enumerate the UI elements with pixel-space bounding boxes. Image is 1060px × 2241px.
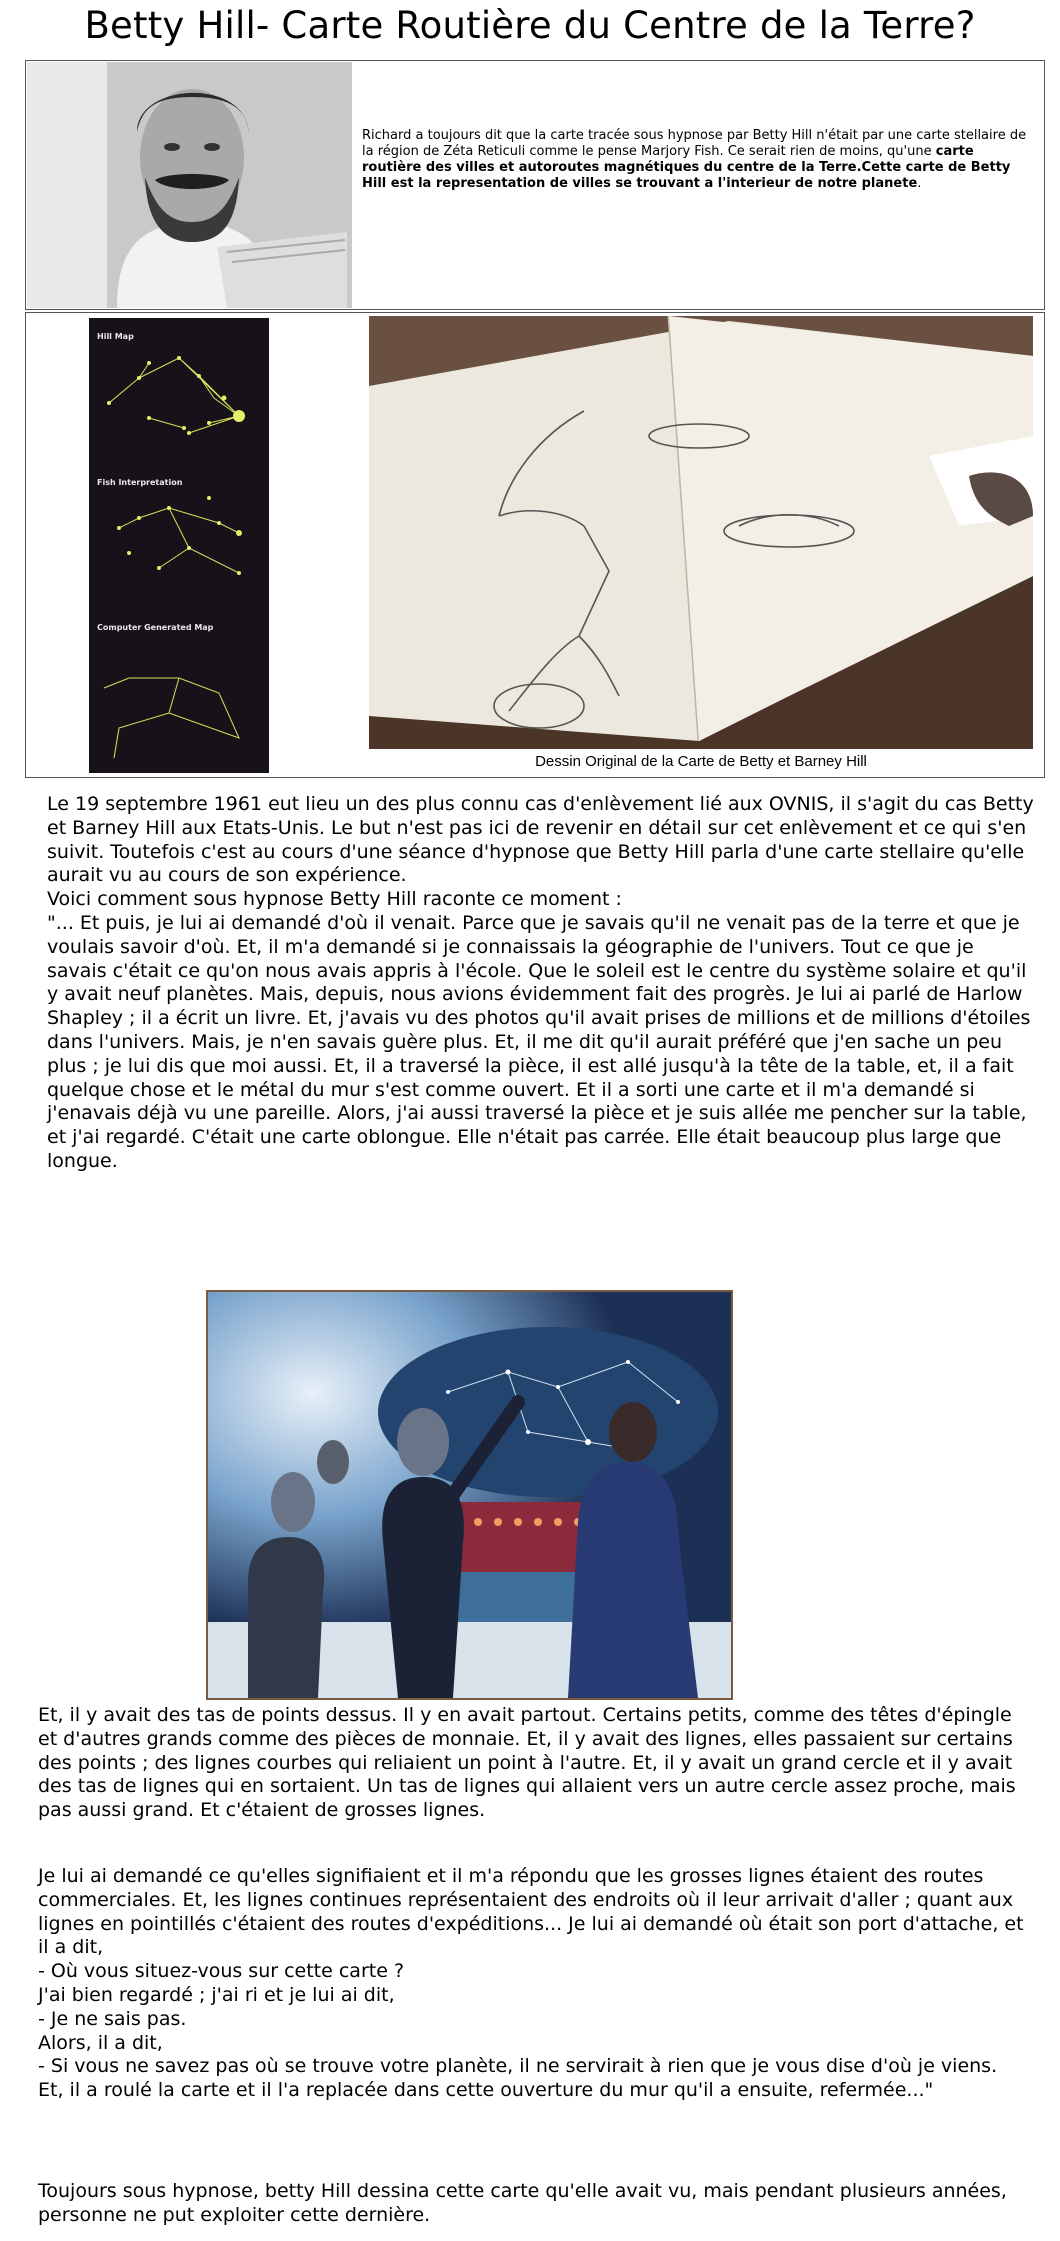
paragraph-2-text: Et, il y avait des tas de points dessus. Il y en avait partout. Certains petits, comme des têtes d'épingle et d'autres grands comme des pièces de monnaie. Et, il y avait des lignes, elles passaient sur certains des points ; des lignes courbes qui reliaient un point à l'autre. Et, il y avait un grand cercle et il y avait des tas de lignes qui en sortaient. Un tas de lignes qui allaient vers un autre cercle assez proche, mais pas aussi grand. Et c'étaient de grosses lignes. [38, 1704, 1016, 1822]
star-map-comparison [89, 318, 269, 773]
paragraph-4-text: Toujours sous hypnose, betty Hill dessina cette carte qu'elle avait vu, mais pendant plusieurs années, personne ne put exploiter cette dernière. [38, 2180, 1007, 2226]
fish-interpretation-label: Fish Interpretation [97, 478, 183, 487]
intro-lead: Richard a toujours dit que la carte tracée sous hypnose par Betty Hill n'était par une carte stellaire de la région de Zéta Reticuli comme le pense Marjory Fish. Ce serait rien de moins, qu'une [362, 128, 1027, 159]
abduction-painting [206, 1290, 733, 1700]
page-title: Betty Hill- Carte Routière du Centre de la Terre? [84, 4, 976, 47]
maps-box [25, 312, 1045, 778]
paragraph-1-text: Le 19 septembre 1961 eut lieu un des plus connu cas d'enlèvement lié aux OVNIS, il s'agit du cas Betty et Barney Hill aux Etats-Unis. Le but n'est pas ici de revenir en détail sur cet enlèvement et ce qui s'en suivit. Toutefois c'est au cours d'une séance d'hypnose que Betty Hill parla d'une carte stellaire qu'elle aurait vu au cours de son expérience. Voici comment sous hypnose Betty Hill raconte ce moment : "... Et puis, je lui ai demandé d'où il venait. Parce que je savais qu'il ne venait pas de la terre et que je voulais savoir d'où. Et, il m'a demandé si je connaissais la géographie de l'univers. Tout ce que je savais c'était ce qu'on nous avais appris à l'école. Que le soleil est le centre du système solaire et qu'il y avait neuf planètes. Mais, depuis, nous avions évidemment fait des progrès. Je lui ai parlé de Harlow Shapley ; il a écrit un livre. Et, j'avais vu des photos qu'il avait prises de millions et de millions d'étoiles dans l'univers. Mais, je n'en savais guère plus. Et, il me dit qu'il aurait préféré que j'en sache un peu plus ; je lui dis que moi aussi. Et, il a traversé la pièce, il est allé jusqu'à la tête de la table, et, il a fait quelque chose et le métal du mur s'est comme ouvert. Et il a sorti une carte et il m'a demandé si j'enavais déjà vu une pareille. Alors, j'ai aussi traversé la pièce et je suis allée me pencher sur la table, et j'ai regardé. C'était une carte oblongue. Elle n'était pas carrée. Elle était beaucoup plus large que longue. [47, 793, 1034, 1172]
paragraph-2 [38, 1704, 1028, 1823]
paragraph-1 [47, 793, 1037, 1174]
intro-tail: . [917, 176, 922, 191]
image-caption: Dessin Original de la Carte de Betty et Barney Hill [535, 753, 867, 770]
richard-photo [27, 62, 352, 308]
intro-bold: carte routière des villes et autoroutes magnétiques du centre de la Terre.Cette carte de Betty Hill est la representation de villes se trouvant a l'interieur de notre planete [362, 144, 1011, 191]
notebook-photo [369, 316, 1033, 749]
paragraph-3-text: Je lui ai demandé ce qu'elles signifiaient et il m'a répondu que les grosses lignes étaient des routes commerciales. Et, les lignes continues représentaient des endroits où il leur arrivait d'aller ; quant aux lignes en pointillés c'étaient des routes d'expéditions... Je lui ai demandé où était son port d'attache, et il a dit, - Où vous situez-vous sur cette carte ? J'ai bien regardé ; j'ai ri et je lui ai dit, - Je ne sais pas. Alors, il a dit, - Si vous ne savez pas où se trouve votre planète, il ne servirait à rien que je vous dise d'où je viens. Et, il a roulé la carte et il l'a replacée dans cette ouverture du mur qu'il a ensuite, refermée..." [38, 1865, 1024, 2102]
intro-text [362, 128, 1037, 192]
paragraph-3 [38, 1865, 1028, 2103]
hill-map-label: Hill Map [97, 332, 134, 341]
computer-map-label: Computer Generated Map [97, 623, 214, 632]
paragraph-4 [38, 2180, 1028, 2228]
